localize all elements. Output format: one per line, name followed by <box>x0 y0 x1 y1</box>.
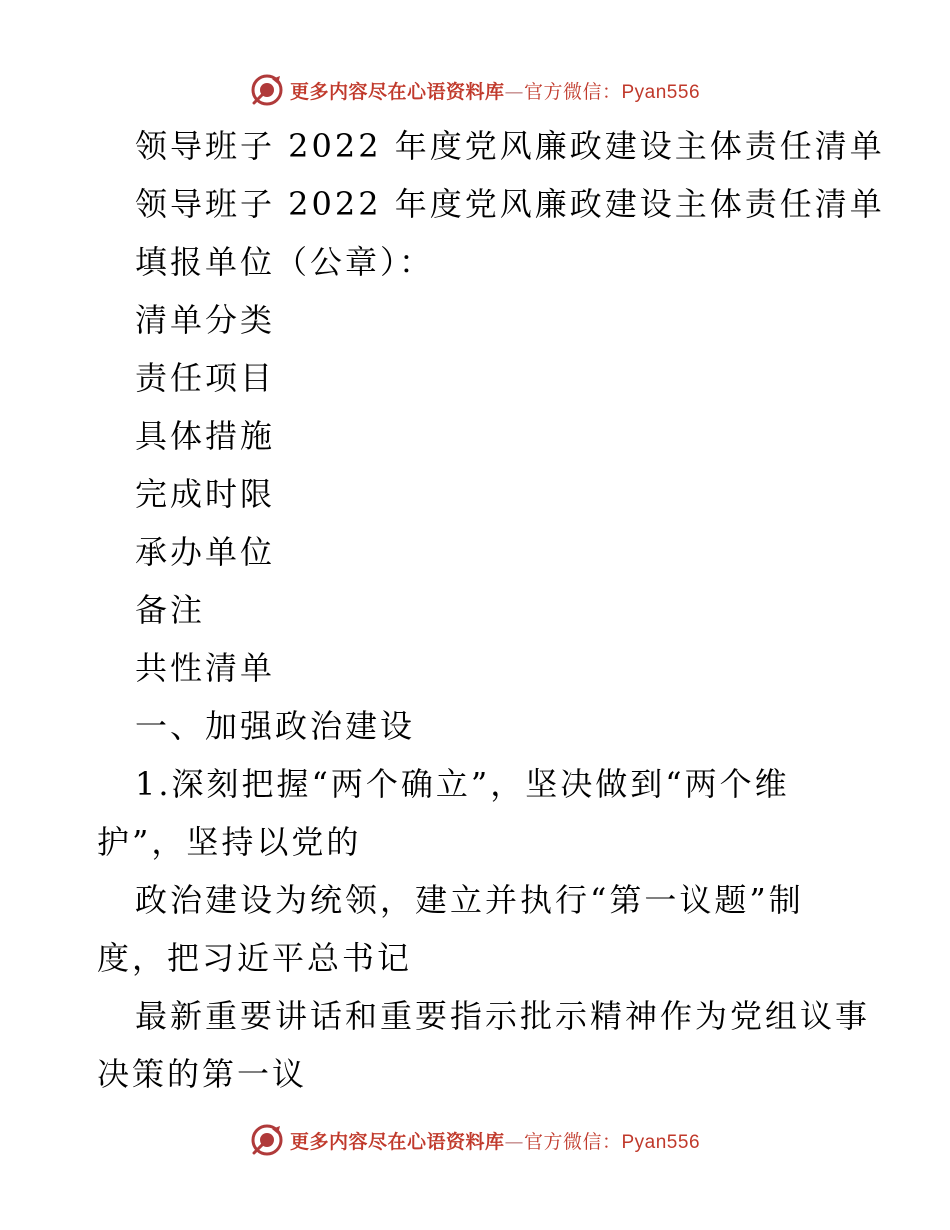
watermark-brand: 更多内容尽在心语资料库 <box>289 80 505 103</box>
reporting-unit-label: 填报单位（公章）： <box>135 243 435 281</box>
watermark-account: Pyan556 <box>621 81 701 103</box>
section-political-construction: 一、加强政治建设 <box>135 707 416 745</box>
footer-watermark <box>0 1120 950 1160</box>
paragraph-line: 1.深刻把握“两个确立”，坚决做到“两个维 <box>135 765 790 803</box>
watermark-text <box>290 77 700 104</box>
pen-logo-icon <box>250 1123 284 1157</box>
watermark-text <box>290 1127 700 1154</box>
paragraph-line: 护”，坚持以党的 <box>97 823 362 861</box>
heading-list-category: 清单分类 <box>135 301 276 339</box>
watermark-separator: — <box>504 1130 524 1153</box>
heading-deadline: 完成时限 <box>135 475 276 513</box>
watermark-account: Pyan556 <box>621 1131 701 1153</box>
document-title-repeat: 领导班子 2022 年度党风廉政建设主体责任清单 <box>135 185 885 223</box>
watermark-brand: 更多内容尽在心语资料库 <box>289 1130 505 1153</box>
heading-remarks: 备注 <box>135 591 206 629</box>
watermark-separator: — <box>504 80 524 103</box>
document-title: 领导班子 2022 年度党风廉政建设主体责任清单 <box>135 127 885 165</box>
heading-specific-measures: 具体措施 <box>135 417 276 455</box>
heading-responsible-unit: 承办单位 <box>135 533 276 571</box>
watermark-wechat-label: 官方微信： <box>523 80 622 103</box>
paragraph-line: 最新重要讲话和重要指示批示精神作为党组议事 <box>135 997 871 1035</box>
heading-responsibility-item: 责任项目 <box>135 359 276 397</box>
document-body <box>97 117 885 1103</box>
section-common-list: 共性清单 <box>135 649 276 687</box>
header-watermark <box>0 70 950 110</box>
paragraph-line: 政治建设为统领，建立并执行“第一议题”制 <box>135 881 804 919</box>
paragraph-line: 决策的第一议 <box>97 1055 308 1093</box>
paragraph-line: 度，把习近平总书记 <box>97 939 413 977</box>
pen-logo-icon <box>250 73 284 107</box>
watermark-wechat-label: 官方微信： <box>523 1130 622 1153</box>
